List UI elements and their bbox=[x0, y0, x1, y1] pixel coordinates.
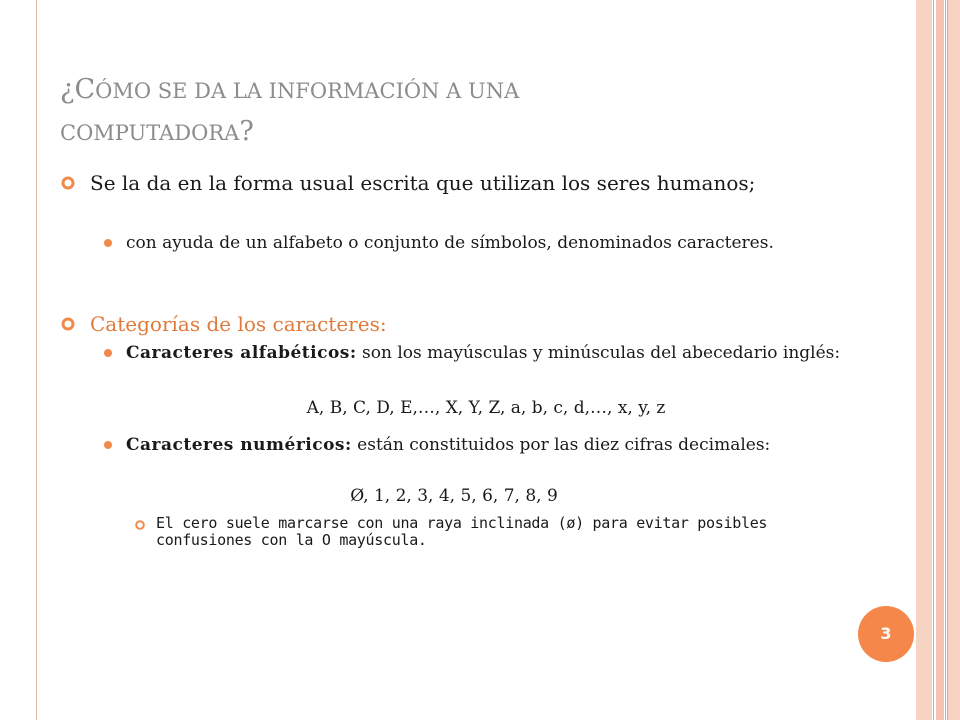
bullet-item bbox=[60, 172, 850, 220]
term-label: Caracteres alfabéticos: bbox=[126, 343, 357, 363]
alphabet-list: A, B, C, D, E,…, X, Y, Z, a, b, c, d,…, x, y, z bbox=[306, 398, 666, 418]
dot-bullet-icon bbox=[104, 441, 112, 449]
ring-bullet-icon bbox=[60, 175, 76, 191]
note-text: El cero suele marcarse con una raya inclinada (ø) para evitar posibles confusiones con la O mayúscula. bbox=[156, 514, 768, 549]
page-number-badge: 3 bbox=[858, 606, 914, 662]
ring-bullet-icon bbox=[134, 519, 146, 531]
sub-bullet-text bbox=[126, 435, 846, 455]
sub-bullet-text: con ayuda de un alfabeto o conjunto de símbolos, denominados caracteres. bbox=[126, 233, 774, 253]
digits-list: Ø, 1, 2, 3, 4, 5, 6, 7, 8, 9 bbox=[350, 486, 558, 506]
sub-bullet-text bbox=[126, 343, 846, 363]
sub-bullet-item bbox=[104, 343, 854, 385]
slide-title: ¿CÓMO SE DA LA INFORMACIÓN A UNA COMPUTADORA? bbox=[60, 74, 520, 147]
sub-bullet-item bbox=[104, 233, 854, 275]
term-description: están constituidos por las diez cifras decimales: bbox=[351, 435, 771, 455]
term-label: Caracteres numéricos: bbox=[126, 435, 352, 455]
bullet-text: Se la da en la forma usual escrita que utilizan los seres humanos; bbox=[90, 171, 756, 195]
term-description: son los mayúsculas y minúsculas del abecedario inglés: bbox=[356, 343, 841, 363]
dot-bullet-icon bbox=[104, 239, 112, 247]
bullet-item bbox=[60, 313, 850, 339]
ring-bullet-icon bbox=[60, 316, 76, 332]
bullet-heading: Categorías de los caracteres: bbox=[90, 312, 387, 336]
sub-bullet-item bbox=[104, 435, 854, 477]
left-margin-rule bbox=[36, 0, 37, 720]
sub-sub-bullet-item bbox=[134, 515, 854, 555]
dot-bullet-icon bbox=[104, 349, 112, 357]
right-edge-decoration bbox=[916, 0, 960, 720]
